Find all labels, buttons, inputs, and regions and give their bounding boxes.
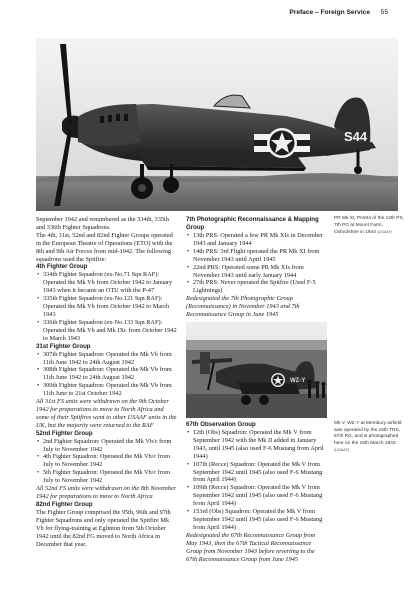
list-item: • 27th PRS: Never operated the Spitfire (Used F-5 Lightnings) [186,279,327,295]
spitfire-mk-v-photo [186,322,327,418]
running-title: Preface – Foreign Service [289,9,370,16]
list-item: • 14th PRS: 3rd Flight operated the PR Mk XI from November 1943 until April 1945 [186,248,327,264]
list-item: • 308th Fighter Squadron: Operated the Mk Vb from 11th June 1942 to 24th August 1942 [36,366,178,382]
svg-text:WZ-Y: WZ-Y [290,378,306,384]
section-heading: 4th Fighter Group [36,263,88,271]
left-column [36,216,178,548]
aircraft-code: S44 [344,129,368,144]
caption-text: PR Mk XI, PA944 of the 14th PS, 7th PG at Mount Farm, Oxfordshire in 1944 [334,216,405,236]
list-item: • 2nd Fighter Squadron: Operated the Mk Vb/c from July to November 1942 [36,438,178,454]
section-heading: 67th Observation Group [186,421,256,428]
photo-caption-bottom [334,421,406,455]
squadron-list [36,438,178,485]
list-item: • 307th Fighter Squadron: Operated the Mk Vb from 11th June 1942 to 24th August 1942 [36,351,178,367]
squadron-list [186,232,327,295]
italic-note: All 31st FS units were withdrawn on the 9th October 1942 for preparations to move to North Africa and some of their Spitfires went to other USAAF units in the UK, but the majority were returned to the RAF [36,398,177,429]
photo-caption-top [334,216,406,237]
italic-note: Redesignated the 67th Reconnaissance Group from May 1943, then the 67th Tactical Reconnaissance Group from November 1943 before reverting to the 67th Reconnaissance Group from June 1945 [186,531,316,563]
section-heading: 7th Photographic Reconnaissance & Mapping Group [186,216,319,231]
list-item: • 334th Fighter Squadron (ex-No.71 Sqn RAF): Operated the Mk Vb from October 1942 to January 1943 when it became an OTU with the P-47 [36,271,178,295]
right-column-top [186,216,327,319]
body-paragraph: The 4th, 31st, 52nd and 82nd Fighter Groups operated in the European Theatre of Operations (ETO) with the 8th and 9th Air Forces from mid-1942. The following squadrons used the Spitfire: [36,231,173,263]
list-item: • 336th Fighter Squadron (ex-No.133 Sqn RAF): Operated the Mk Vb and Mk IXc from October 1942 to March 1943 [36,319,178,343]
caption-text: Mk V, WZ-Y at Membury airfield was operated by the 15th TRS, 67th RG, and is photographed here on the 15th March 1943 [334,421,402,446]
list-item: • 5th Fighter Squadron: Operated the Mk Vb/c from July to November 1942 [36,469,178,485]
page-number: 55 [380,9,388,16]
squadron-list [186,429,327,532]
list-item: • 109th (Recce) Squadron: Operated the Mk V from September 1942 until 1945 (also used F-6 Mustang from April 1944) [186,484,327,508]
photo-credit: (USAAF) [334,448,350,453]
section-heading: 52nd Fighter Group [36,429,93,437]
right-column-bottom [186,421,327,563]
italic-note: Redesignated the 7th Photographic Group (Reconnaissance) in November 1943 and 7th Reconnaissance Group in June 1945 [186,295,300,319]
squadron-list [36,351,178,398]
list-item: • 4th Fighter Squadron: Operated the Mk Vb/c from July to November 1942 [36,453,178,469]
photo-credit: (USAAF) [377,230,393,235]
body-paragraph: The Fighter Group comprised the 95th, 96th and 97th Fighter Squadrons and only operated the Spitfire Mk Vb for flying-training at Eglinton from 5th October 1942 until the 82nd FG moved to North Africa in December that year. [36,508,171,548]
list-item: • 335th Fighter Squadron (ex-No.121 Sqn RAF): Operated the Mk Vb from October 1942 to March 1943 [36,295,178,319]
spitfire-photo [36,38,398,211]
list-item: • 12th (Obs) Squadron: Operated the Mk V from September 1942 with the Mk II added in January 1943, until 1945 (also used F-6 Mustang from April 1944) [186,429,327,461]
squadron-list [36,271,178,342]
intro-paragraph: September 1942 and renumbered as the 334th, 335th and 336th Fighter Squadrons. [36,216,169,231]
list-item: • 309th Fighter Squadron: Operated the Mk Vb from 11th June to 21st October 1942 [36,382,178,398]
list-item: • 22nd PRS: Operated some PR Mk XIs from November 1943 until early January 1944 [186,264,327,280]
section-heading: 82nd Fighter Group [36,500,93,508]
list-item: • 107th (Recce) Squadron: Operated the Mk V from September 1942 until 1945 (also used F-6 Mustang from April 1944) [186,461,327,485]
page-header [0,0,420,30]
italic-note: All 52nd FS units were withdrawn on the 8th November 1942 for preparations to move to North Africa [36,485,177,500]
section-heading: 31st Fighter Group [36,342,91,350]
list-item: • 153rd (Obs) Squadron: Operated the Mk V from September 1942 until 1945 (also used F-6 Mustang from April 1944) [186,508,327,532]
list-item: • 13th PRS: Operated a few PR Mk XIs in December 1943 and January 1944 [186,232,327,248]
